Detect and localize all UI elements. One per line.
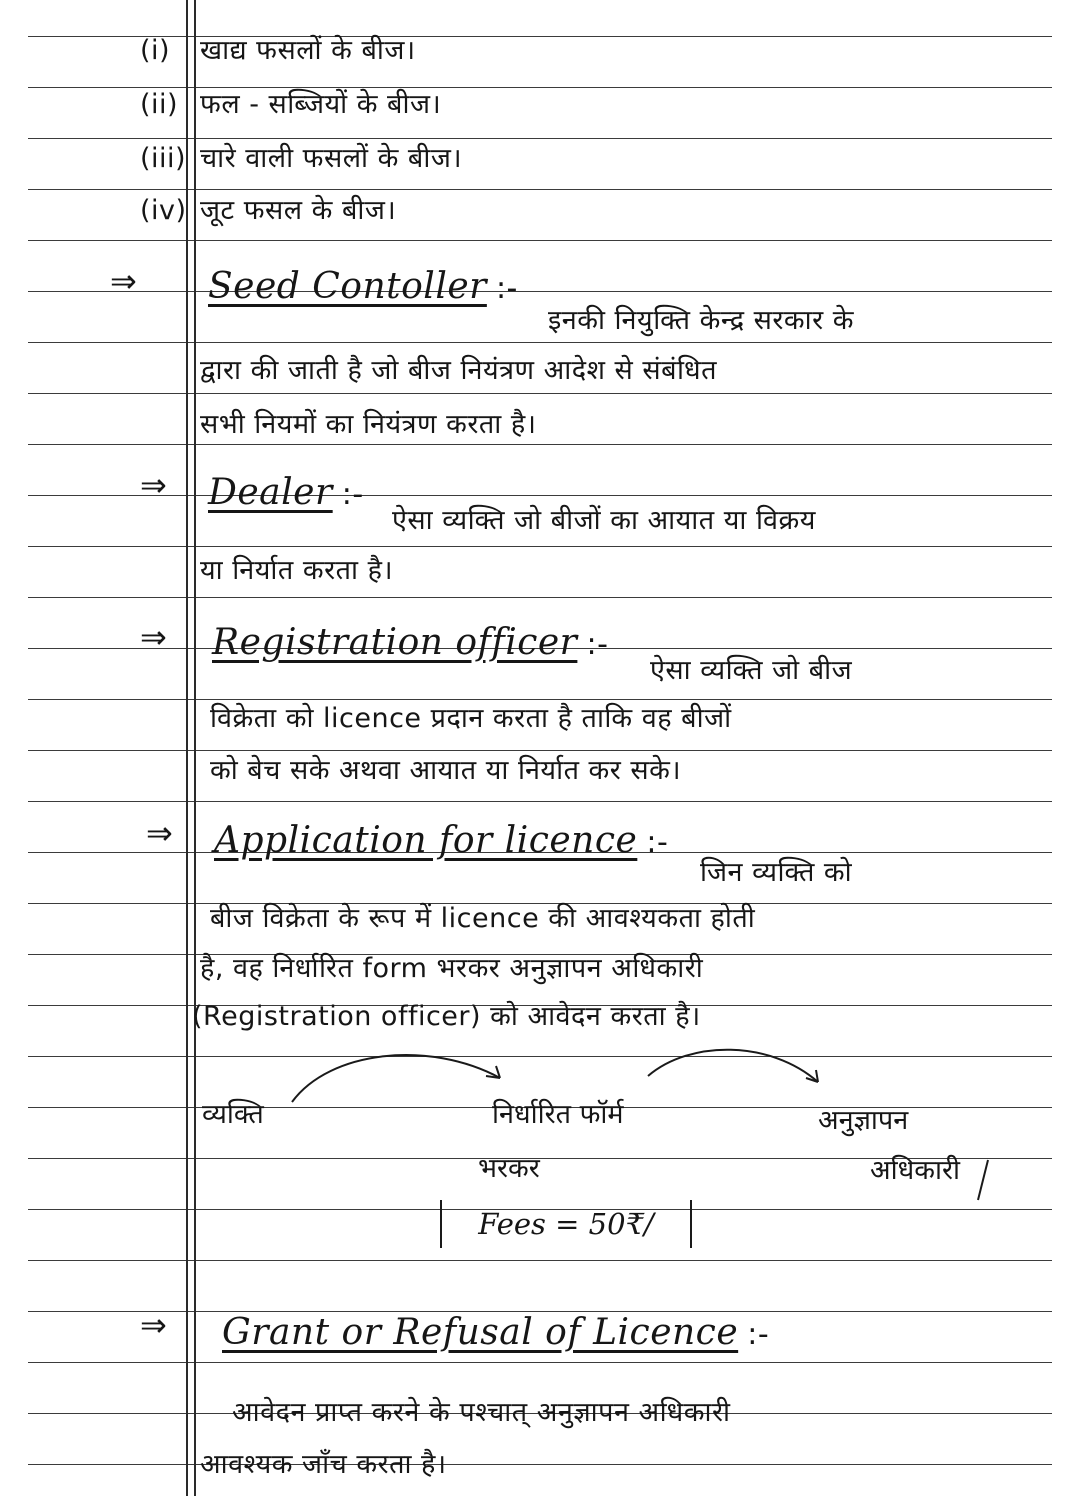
list-item-number: (i) [140,35,171,66]
list-item-text: चारे वाली फसलों के बीज। [200,143,463,174]
flow-node-form-sub: भरकर [478,1153,540,1184]
arrow-icon: ⇒ [140,1306,167,1344]
list-item-number: (ii) [140,89,179,120]
list-item-text: खाद्य फसलों के बीज। [200,35,416,66]
paragraph-line: ऐसा व्यक्ति जो बीजों का आयात या विक्रय [392,505,816,536]
list-item-text: जूट फसल के बीज। [200,195,397,226]
heading-separator: :- [646,825,669,860]
paragraph-line: द्वारा की जाती है जो बीज नियंत्रण आदेश से संबंधित [200,355,718,386]
heading-text: Dealer [208,472,333,513]
paragraph-line: जिन व्यक्ति को [700,857,853,888]
flow-node-officer: अनुज्ञापन [818,1105,909,1136]
heading-separator: :- [495,271,518,306]
heading-separator: :- [586,627,609,662]
flow-node-officer-sub: अधिकारी [870,1155,960,1186]
paragraph-line: बीज विक्रेता के रूप में licence की आवश्यकता होती [210,903,756,934]
list-item-number: (iv) [140,195,187,226]
arrow-icon: ⇒ [146,814,173,852]
list-item-text: फल - सब्जियों के बीज। [200,89,442,120]
section-heading-grant [222,1312,769,1353]
paragraph-line: या निर्यात करता है। [200,555,394,586]
heading-text: Registration officer [212,622,578,663]
heading-separator: :- [747,1317,770,1352]
paragraph-line: आवश्यक जाँच करता है। [200,1449,447,1480]
arrow-icon: ⇒ [140,466,167,504]
paragraph-line: (Registration officer) को आवेदन करता है। [192,1001,701,1032]
heading-text: Grant or Refusal of Licence [222,1312,739,1353]
flow-arrow-1 [292,1055,500,1102]
paragraph-line: विक्रेता को licence प्रदान करता है ताकि वह बीजों [210,703,732,734]
list-item-number: (iii) [140,143,187,174]
heading-separator: :- [341,477,364,512]
paragraph-line: आवेदन प्राप्त करने के पश्चात् अनुज्ञापन अधिकारी [232,1397,731,1428]
flow-arrow-2 [648,1050,818,1082]
flow-node-person: व्यक्ति [202,1099,264,1130]
underline-stroke [978,1160,988,1200]
flow-node-form: निर्धारित फॉर्म [492,1099,624,1130]
paragraph-line: है, वह निर्धारित form भरकर अनुज्ञापन अधिकारी [200,953,704,984]
arrow-icon: ⇒ [140,618,167,656]
paragraph-line: ऐसा व्यक्ति जो बीज [650,655,853,686]
paragraph-line: को बेच सके अथवा आयात या निर्यात कर सके। [210,755,682,786]
paragraph-line: सभी नियमों का नियंत्रण करता है। [200,409,537,440]
fees-box: Fees = 50₹/ [440,1200,692,1248]
heading-text: Application for licence [214,820,638,861]
arrow-icon: ⇒ [110,262,137,300]
paragraph-line: इनकी नियुक्ति केन्द्र सरकार के [548,305,855,336]
heading-text: Seed Contoller [208,266,487,307]
